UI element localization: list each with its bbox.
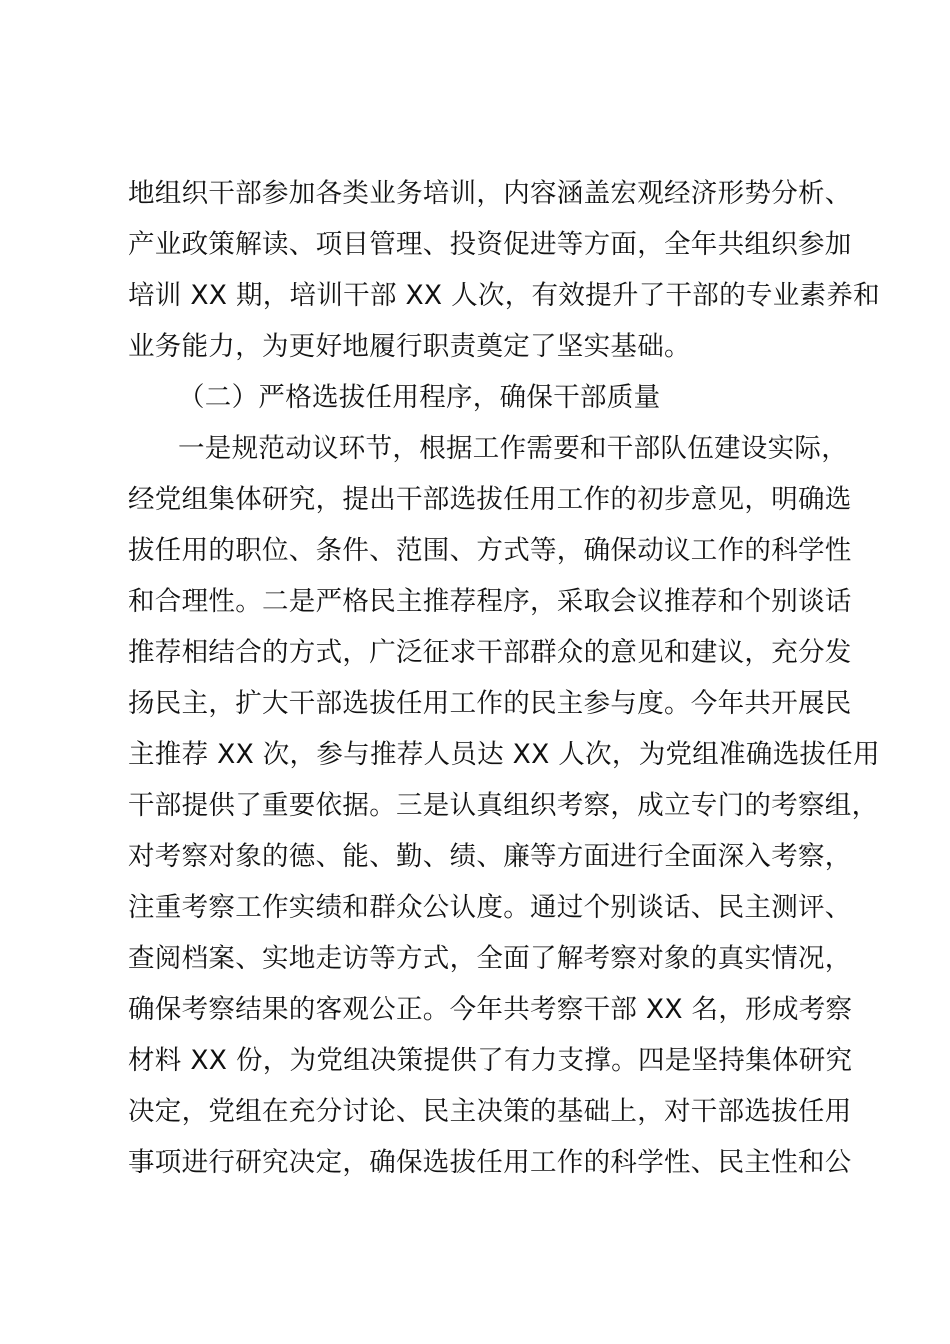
text-line: 拔任用的职位、条件、范围、方式等，确保动议工作的科学性 — [128, 535, 852, 566]
text-line: 业务能力，为更好地履行职责奠定了坚实基础。 — [128, 331, 691, 362]
text-line: 一是规范动议环节，根据工作需要和干部队伍建设实际， — [178, 433, 848, 464]
text-line: 决定，党组在充分讨论、民主决策的基础上，对干部选拔任用 — [128, 1096, 852, 1127]
text-line: 事项进行研究决定，确保选拔任用工作的科学性、民主性和公 — [128, 1147, 852, 1178]
section-heading: （二）严格选拔任用程序，确保干部质量 — [178, 382, 661, 413]
text-line: 和合理性。二是严格民主推荐程序，采取会议推荐和个别谈话 — [128, 586, 852, 617]
text-line: 对考察对象的德、能、勤、绩、廉等方面进行全面深入考察， — [128, 841, 852, 872]
text-line: 推荐相结合的方式，广泛征求干部群众的意见和建议，充分发 — [128, 637, 852, 668]
text-line: 材料 XX 份，为党组决策提供了有力支撑。四是坚持集体研究 — [128, 1045, 853, 1076]
text-line: 培训 XX 期，培训干部 XX 人次，有效提升了干部的专业素养和 — [128, 280, 880, 311]
text-line: 产业政策解读、项目管理、投资促进等方面，全年共组织参加 — [128, 229, 852, 260]
text-line: 干部提供了重要依据。三是认真组织考察，成立专门的考察组， — [128, 790, 879, 821]
text-line: 确保考察结果的客观公正。今年共考察干部 XX 名，形成考察 — [128, 994, 853, 1025]
text-line: 经党组集体研究，提出干部选拔任用工作的初步意见，明确选 — [128, 484, 852, 515]
text-line: 扬民主，扩大干部选拔任用工作的民主参与度。今年共开展民 — [128, 688, 852, 719]
text-line: 地组织干部参加各类业务培训，内容涵盖宏观经济形势分析、 — [128, 178, 852, 209]
text-line: 查阅档案、实地走访等方式，全面了解考察对象的真实情况， — [128, 943, 852, 974]
text-line: 注重考察工作实绩和群众公认度。通过个别谈话、民主测评、 — [128, 892, 852, 923]
text-line: 主推荐 XX 次，参与推荐人员达 XX 人次，为党组准确选拔任用 — [128, 739, 880, 770]
